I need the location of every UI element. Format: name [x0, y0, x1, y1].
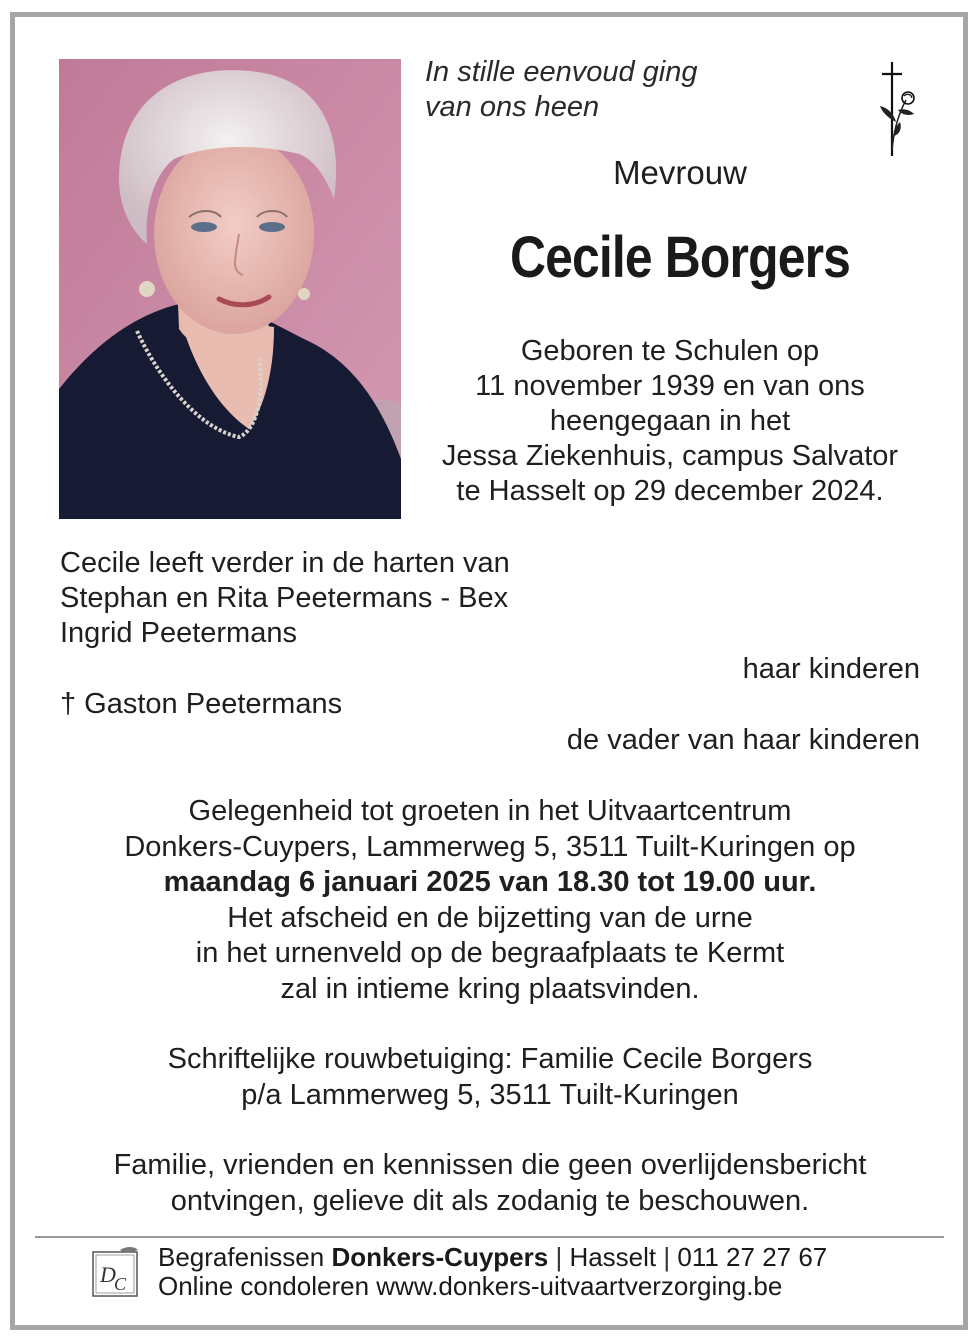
family-intro: Cecile leeft verder in de harten van [60, 547, 510, 579]
intro-text [425, 55, 697, 125]
dc-logo-icon [90, 1246, 140, 1298]
children-role: haar kinderen [742, 653, 920, 685]
family-father: † Gaston Peetermans [60, 688, 343, 720]
footer-prefix: Begrafenissen [158, 1242, 325, 1272]
notice-line: ontvingen, gelieve dit als zodanig te beschouwen. [170, 1184, 810, 1217]
birth-line: heengegaan in het [549, 405, 791, 437]
footer-divider [35, 1236, 944, 1238]
footer-line-2 [158, 1272, 827, 1301]
family-child: Stephan en Rita Peetermans - Bex [60, 582, 509, 614]
visitation-datetime: maandag 6 januari 2025 van 18.30 tot 19.00 uur. [163, 866, 817, 898]
birth-line: Geboren te Schulen op [520, 335, 820, 367]
condolence-line: p/a Lammerweg 5, 3511 Tuilt-Kuringen [241, 1078, 739, 1111]
condolence-address [20, 1042, 960, 1113]
footer-separator: | [663, 1242, 671, 1272]
portrait-photo [59, 59, 401, 519]
footer [158, 1243, 827, 1301]
visitation-line: Donkers-Cuypers, Lammerweg 5, 3511 Tuilt-Kuringen op [124, 830, 856, 863]
footer-city: Hasselt [569, 1242, 657, 1272]
family-child: Ingrid Peetermans [60, 617, 297, 649]
svg-text:D: D [100, 1262, 116, 1287]
footer-line-1 [158, 1243, 827, 1272]
birth-line: Jessa Ziekenhuis, campus Salvator [441, 440, 899, 472]
birth-line: 11 november 1939 en van ons [475, 370, 865, 402]
footer-company: Donkers-Cuypers [331, 1242, 549, 1272]
notice-text [20, 1148, 960, 1219]
visitation-line: Gelegenheid tot groeten in het Uitvaartcentrum [188, 795, 792, 827]
condolence-line: Schriftelijke rouwbetuiging: Familie Cecile Borgers [167, 1043, 813, 1075]
deceased-name: Cecile Borgers [509, 225, 851, 290]
notice-line: Familie, vrienden en kennissen die geen overlijdensbericht [113, 1149, 867, 1181]
intro-line: In stille eenvoud ging [425, 56, 698, 88]
cross-with-rose-icon [872, 60, 920, 160]
footer-separator: | [555, 1242, 563, 1272]
father-role: de vader van haar kinderen [566, 724, 920, 756]
intro-line: van ons heen [425, 91, 600, 123]
visitation-line: in het urnenveld op de begraafplaats te Kermt [195, 937, 785, 969]
birth-line: te Hasselt op 29 december 2024. [456, 475, 884, 507]
footer-phone: 011 27 27 67 [677, 1242, 828, 1272]
visitation-line: zal in intieme kring plaatsvinden. [280, 972, 700, 1005]
visitation-info [20, 794, 960, 1007]
svg-text:C: C [114, 1274, 127, 1294]
footer-website-link[interactable]: www.donkers-uitvaartverzorging.be [376, 1271, 783, 1301]
footer-online-label: Online condoleren [158, 1271, 370, 1301]
honorific: Mevrouw [613, 154, 747, 191]
birth-death-info [420, 334, 920, 509]
visitation-line: Het afscheid en de bijzetting van de urne [227, 901, 753, 934]
